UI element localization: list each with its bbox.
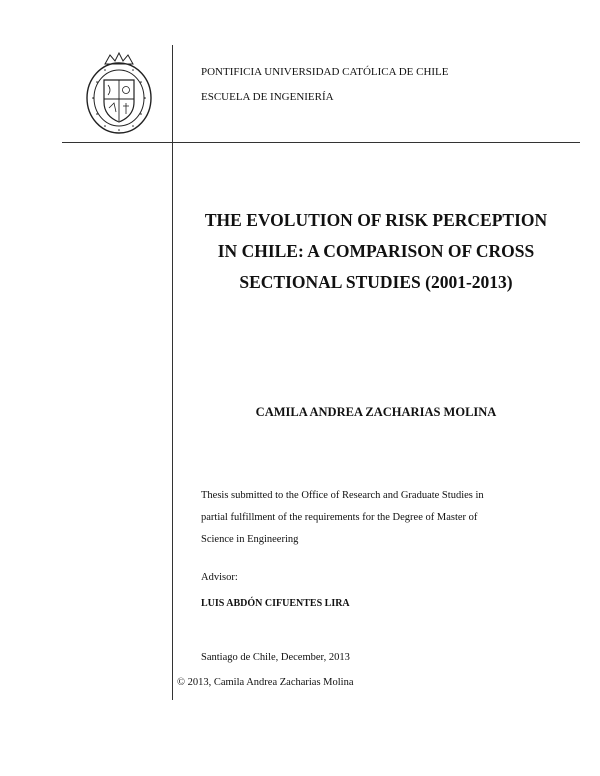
statement-line: partial fulfillment of the requirements for the Degree of Master of [201,512,478,523]
copyright-notice: © 2013, Camila Andrea Zacharias Molina [177,677,354,688]
thesis-title [190,205,562,298]
title-line: THE EVOLUTION OF RISK PERCEPTION [204,210,548,230]
title-line: SECTIONAL STUDIES (2001-2013) [239,272,513,292]
university-name: PONTIFICIA UNIVERSIDAD CATÓLICA DE CHILE [201,66,449,78]
title-line: IN CHILE: A COMPARISON OF CROSS [217,241,535,261]
advisor-label: Advisor: [201,572,238,583]
school-name: ESCUELA DE INGENIERÍA [201,91,334,103]
submission-statement [201,485,484,551]
statement-line: Science in Engineering [201,534,299,545]
author-name: CAMILA ANDREA ZACHARIAS MOLINA [255,405,497,419]
vertical-rule [172,45,173,700]
place-date: Santiago de Chile, December, 2013 [201,652,350,663]
horizontal-rule [62,142,580,143]
university-seal-icon [83,52,155,136]
advisor-name: LUIS ABDÓN CIFUENTES LIRA [201,598,350,609]
statement-line: Thesis submitted to the Office of Research and Graduate Studies in [201,490,484,501]
